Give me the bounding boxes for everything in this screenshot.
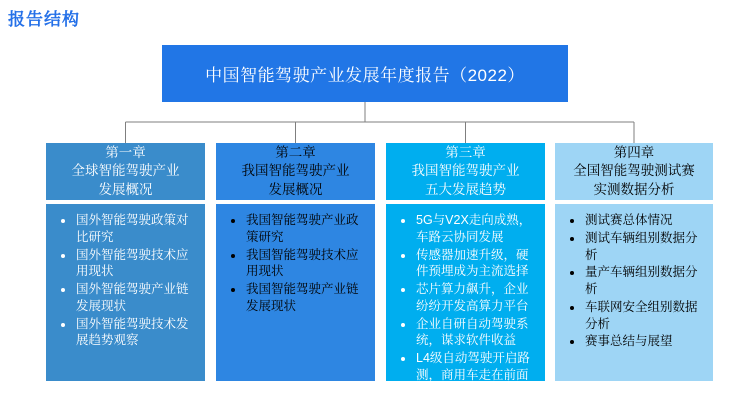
chapter-bullet-item: • 芯片算力飙升，企业纷纷开发高算力平台 [415, 281, 534, 315]
chapter-title-line: 五大发展趋势 [425, 181, 506, 197]
chapter-bullet-item: • 我国智能驾驶技术应用现状 [245, 247, 364, 281]
chapter-bullet-item: • 传感器加速升级，硬件预埋成为主流选择 [415, 247, 534, 281]
chapter-bullet-item: • 车联网安全组别数据分析 [584, 299, 702, 333]
chapter-1-header [46, 143, 205, 200]
page-title: 报告结构 [8, 10, 80, 29]
chapter-bullet-item: • 我国智能驾驶产业链发展现状 [245, 281, 364, 315]
chapter-title-line: 全国智能驾驶测试赛 [573, 163, 695, 179]
chapter-bullet-item: • 我国智能驾驶产业政策研究 [245, 212, 364, 246]
chapter-title-line: 第二章 [275, 144, 316, 160]
chapter-bullet-item: • 5G与V2X走向成熟，车路云协同发展 [415, 212, 534, 246]
chapter-bullet-item: • 企业自研自动驾驶系统，谋求软件收益 [415, 316, 534, 350]
report-title: 中国智能驾驶产业发展年度报告（2022） [205, 66, 525, 85]
chapter-1-body [46, 204, 205, 381]
chapter-bullet-item: • 国外智能驾驶技术应用现状 [75, 247, 194, 281]
chapter-bullet-item: • 测试车辆组别数据分析 [584, 230, 702, 264]
chapter-bullet-item: • 赛事总结与展望 [584, 333, 702, 350]
chapter-title-line: 我国智能驾驶产业 [411, 163, 520, 179]
chapter-bullet-item: • L4级自动驾驶开启路测，商用车走在前面 [415, 350, 534, 384]
chapter-title-line: 第三章 [445, 144, 486, 160]
chapter-title-line: 我国智能驾驶产业 [241, 163, 350, 179]
chapter-4-body [555, 204, 713, 381]
chapter-title-line: 全球智能驾驶产业 [71, 163, 180, 179]
chapter-bullet-item: • 量产车辆组别数据分析 [584, 264, 702, 298]
chapter-3-body [386, 204, 545, 381]
chapter-title-line: 发展概况 [268, 181, 323, 197]
chapter-4-header [555, 143, 713, 200]
chapter-bullet-item: • 国外智能驾驶产业链发展现状 [75, 281, 194, 315]
chapter-title-line: 第一章 [105, 144, 146, 160]
report-title-box [162, 45, 568, 102]
chapter-title-line: 实测数据分析 [593, 181, 675, 197]
chapter-bullet-item: • 国外智能驾驶技术发展趋势观察 [75, 316, 194, 350]
chapter-2-header [216, 143, 375, 200]
chapter-4-bullet-list [555, 204, 713, 355]
chapter-title-line: 发展概况 [98, 181, 153, 197]
chapter-3-header [386, 143, 545, 200]
chapter-bullet-item: • 测试赛总体情况 [584, 212, 702, 229]
chapter-1-bullet-list [46, 204, 205, 354]
chapter-2-body [216, 204, 375, 381]
chapter-3-bullet-list [386, 204, 545, 389]
chapter-bullet-item: • 国外智能驾驶政策对比研究 [75, 212, 194, 246]
chapter-2-bullet-list [216, 204, 375, 320]
chapter-title-line: 第四章 [613, 144, 655, 160]
